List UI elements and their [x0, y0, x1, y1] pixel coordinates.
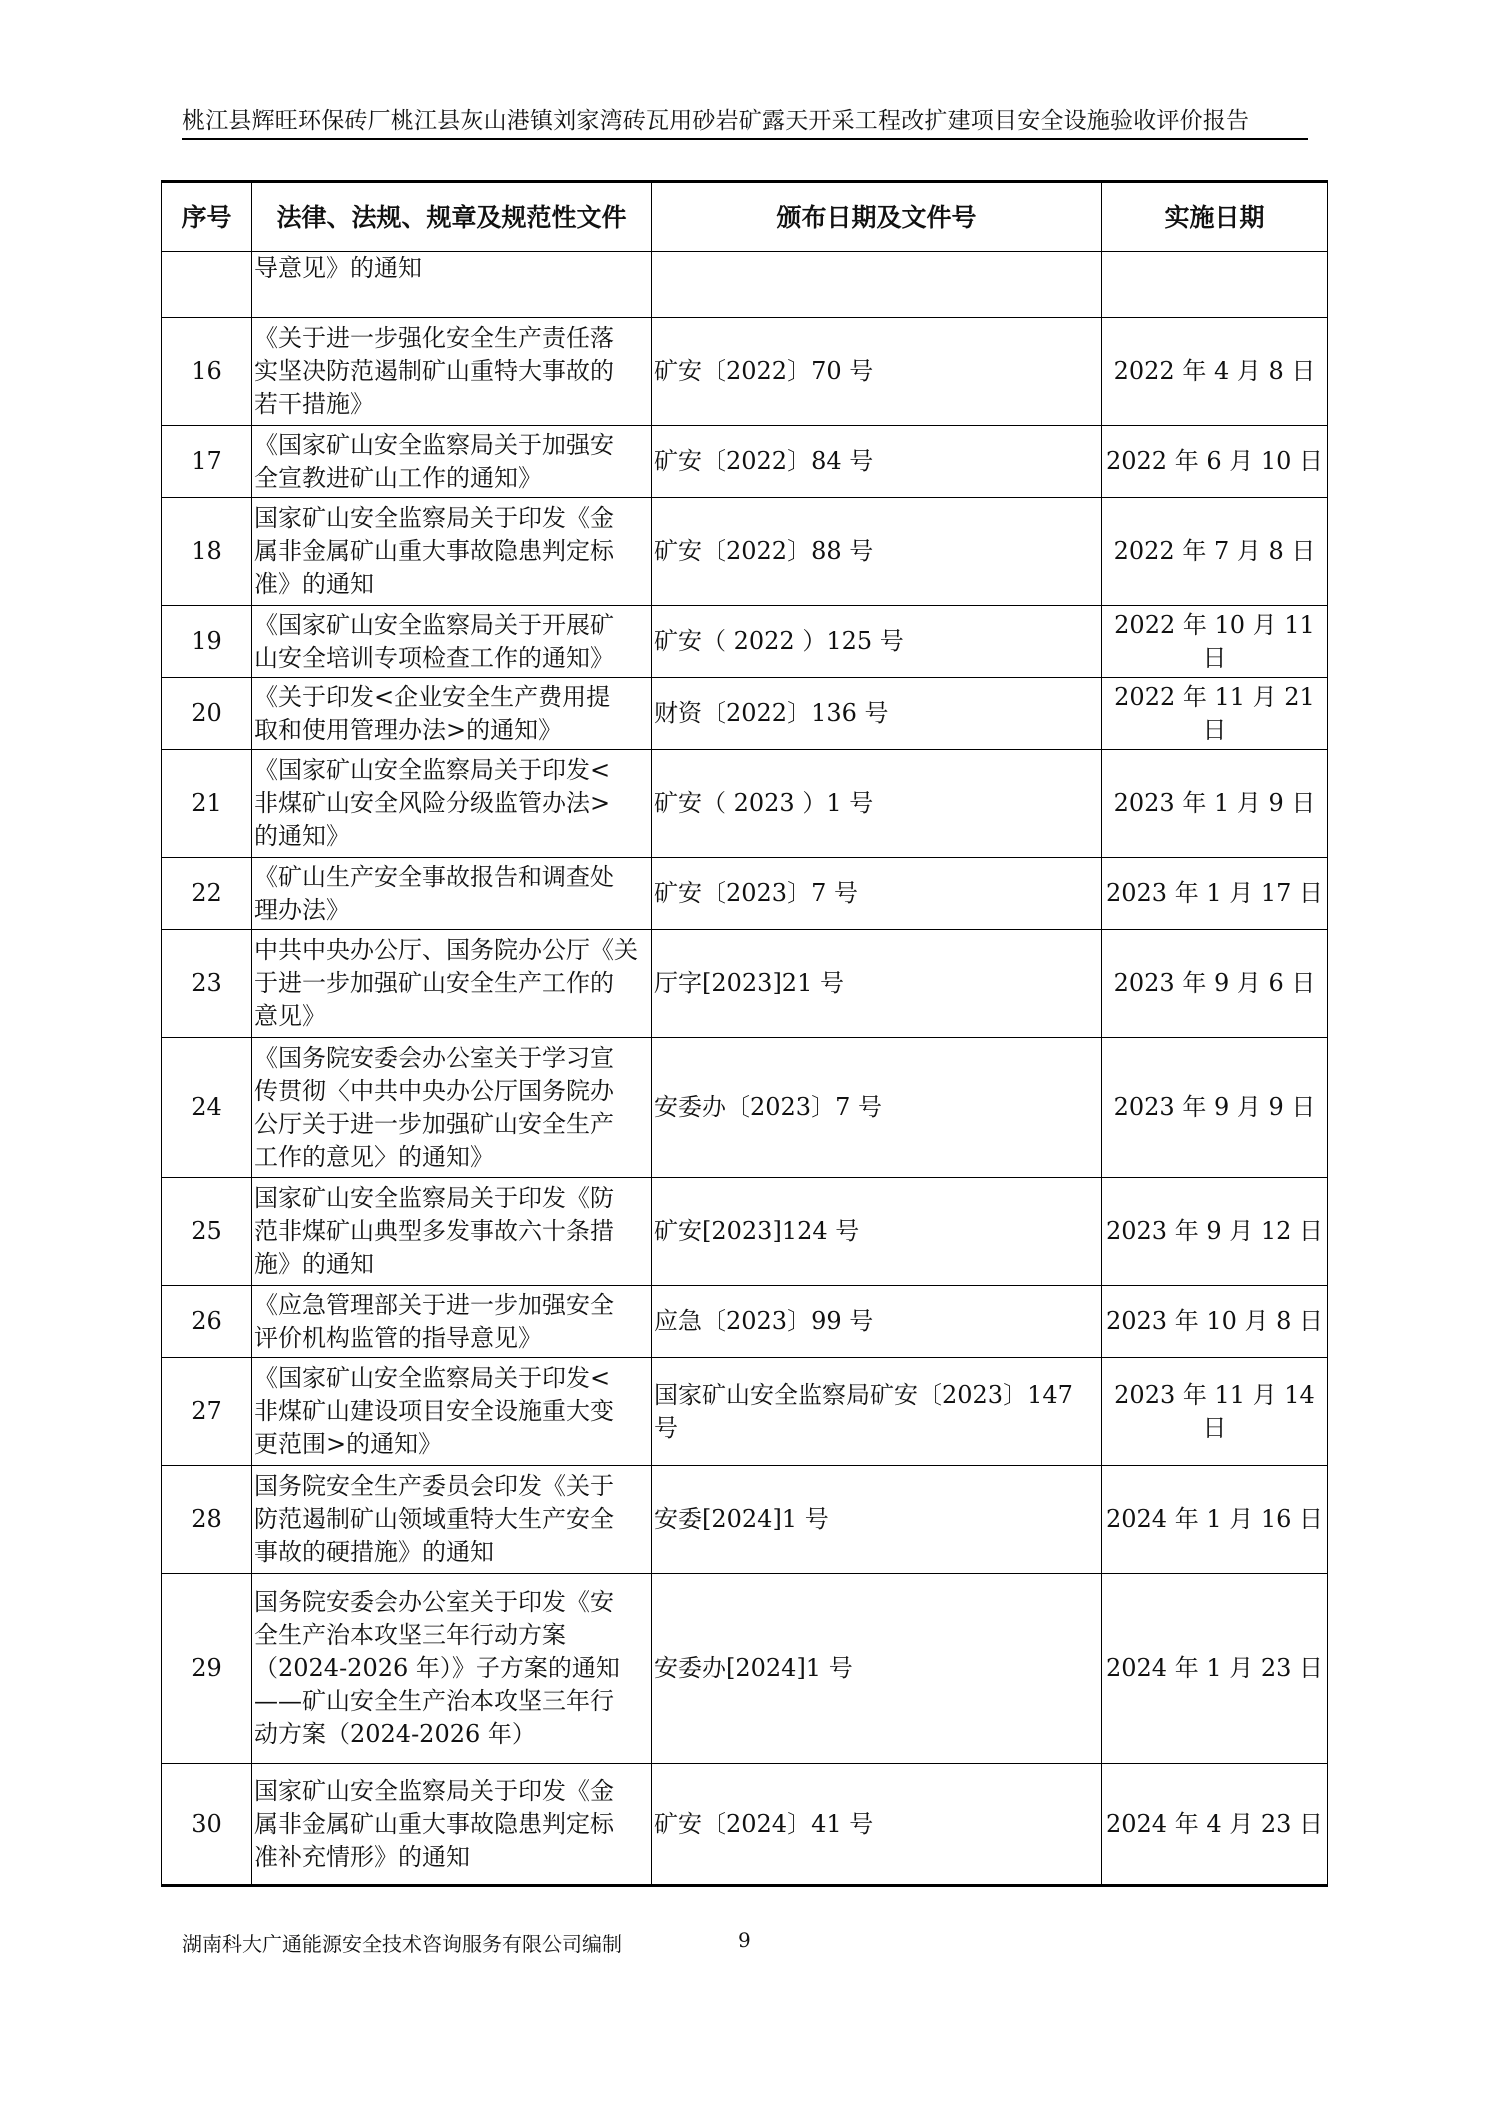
law-title-line: 工作的意见〉的通知》 [254, 1142, 494, 1171]
law-title-line: 《国家矿山安全监察局关于加强安 [254, 430, 614, 459]
document-number-cell: 矿安〔2022〕88 号 [652, 498, 1102, 606]
law-title-cell [252, 318, 652, 426]
table-row [162, 678, 1328, 750]
row-number-cell: 17 [162, 426, 252, 498]
row-number-cell: 19 [162, 606, 252, 678]
law-title-line: 准补充情形》的通知 [254, 1842, 470, 1871]
row-number-cell: 21 [162, 750, 252, 858]
effective-date-cell: 2023 年 11 月 14 日 [1102, 1358, 1328, 1466]
law-title-line: 国家矿山安全监察局关于印发《金 [254, 1776, 614, 1805]
row-number-cell: 22 [162, 858, 252, 930]
row-number-cell: 23 [162, 930, 252, 1038]
law-title-line: 《国家矿山安全监察局关于印发< [254, 1364, 611, 1392]
effective-date-cell: 2022 年 10 月 11 日 [1102, 606, 1328, 678]
law-title-line: 《矿山生产安全事故报告和调查处 [254, 862, 614, 891]
effective-date-cell: 2024 年 4 月 23 日 [1102, 1764, 1328, 1886]
law-title-cell [252, 1178, 652, 1286]
law-title-line: （2024-2026 年）》子方案的通知 [254, 1654, 620, 1682]
law-title-cell [252, 498, 652, 606]
effective-date-cell: 2022 年 6 月 10 日 [1102, 426, 1328, 498]
law-title-line: 事故的硬措施》的通知 [254, 1538, 494, 1566]
law-title-line: 理办法》 [254, 895, 350, 924]
document-number-cell: 应急〔2023〕99 号 [652, 1286, 1102, 1358]
law-title-line: 意见》 [254, 1002, 326, 1030]
table-header-row [162, 182, 1328, 252]
law-title-line: 范非煤矿山典型多发事故六十条措 [254, 1217, 614, 1245]
document-number-cell: 安委办〔2023〕7 号 [652, 1038, 1102, 1178]
law-title-cell [252, 1574, 652, 1764]
law-title-cell [252, 750, 652, 858]
table-row [162, 426, 1328, 498]
law-title-line: 《应急管理部关于进一步加强安全 [254, 1290, 614, 1319]
table-row [162, 318, 1328, 426]
law-title-line: 取和使用管理办法>的通知》 [254, 715, 563, 744]
law-title-line: 山安全培训专项检查工作的通知》 [254, 643, 614, 672]
effective-date-cell: 2022 年 4 月 8 日 [1102, 318, 1328, 426]
effective-date-cell: 2023 年 1 月 9 日 [1102, 750, 1328, 858]
effective-date-cell: 2024 年 1 月 16 日 [1102, 1466, 1328, 1574]
law-title-line: 国家矿山安全监察局关于印发《金 [254, 504, 614, 532]
column-header-doc-number: 颁布日期及文件号 [652, 182, 1102, 252]
law-title-line: 导意见》的通知 [254, 254, 422, 282]
law-title-line: 属非金属矿山重大事故隐患判定标 [254, 537, 614, 565]
law-title-cell [252, 252, 652, 318]
table-row [162, 1038, 1328, 1178]
law-title-cell [252, 1358, 652, 1466]
row-number-cell: 26 [162, 1286, 252, 1358]
document-number-cell: 财资〔2022〕136 号 [652, 678, 1102, 750]
law-title-line: 非煤矿山建设项目安全设施重大变 [254, 1397, 614, 1425]
law-title-line: ——矿山安全生产治本攻坚三年行 [254, 1687, 614, 1715]
table-row [162, 930, 1328, 1038]
table-row [162, 1358, 1328, 1466]
page-number: 9 [738, 1928, 751, 1952]
table-row [162, 1466, 1328, 1574]
table-row [162, 1178, 1328, 1286]
table-body [162, 252, 1328, 1886]
effective-date-cell: 2024 年 1 月 23 日 [1102, 1574, 1328, 1764]
law-title-cell [252, 1466, 652, 1574]
law-title-line: 的通知》 [254, 822, 350, 850]
table-row [162, 1286, 1328, 1358]
row-number-cell: 29 [162, 1574, 252, 1764]
law-title-line: 全生产治本攻坚三年行动方案 [254, 1621, 566, 1649]
row-number-cell [162, 252, 252, 318]
document-number-cell: 矿安〔2023〕7 号 [652, 858, 1102, 930]
document-number-cell: 矿安（ 2022 ）125 号 [652, 606, 1102, 678]
table-row [162, 606, 1328, 678]
law-title-cell [252, 930, 652, 1038]
law-title-line: 于进一步加强矿山安全生产工作的 [254, 969, 614, 997]
row-number-cell: 20 [162, 678, 252, 750]
row-number-cell: 24 [162, 1038, 252, 1178]
law-title-line: 准》的通知 [254, 570, 374, 598]
law-title-line: 防范遏制矿山领域重特大生产安全 [254, 1505, 614, 1533]
document-number-cell: 矿安（ 2023 ）1 号 [652, 750, 1102, 858]
table-row [162, 750, 1328, 858]
law-title-cell [252, 678, 652, 750]
table-row [162, 498, 1328, 606]
row-number-cell: 18 [162, 498, 252, 606]
law-title-line: 若干措施》 [254, 390, 374, 418]
regulations-table [161, 180, 1328, 1887]
header-divider [182, 138, 1308, 140]
law-title-line: 《国务院安委会办公室关于学习宣 [254, 1043, 614, 1072]
table-row [162, 858, 1328, 930]
law-title-line: 全宣教进矿山工作的通知》 [254, 463, 542, 492]
law-title-cell [252, 606, 652, 678]
document-number-cell: 安委[2024]1 号 [652, 1466, 1102, 1574]
document-number-cell: 矿安〔2024〕41 号 [652, 1764, 1102, 1886]
effective-date-cell [1102, 252, 1328, 318]
effective-date-cell: 2023 年 10 月 8 日 [1102, 1286, 1328, 1358]
law-title-line: 传贯彻〈中共中央办公厅国务院办 [254, 1076, 614, 1105]
table-row [162, 252, 1328, 318]
document-number-cell: 矿安〔2022〕84 号 [652, 426, 1102, 498]
effective-date-cell: 2023 年 9 月 9 日 [1102, 1038, 1328, 1178]
law-title-line: 非煤矿山安全风险分级监管办法> [254, 789, 611, 817]
column-header-law: 法律、法规、规章及规范性文件 [252, 182, 652, 252]
table-row [162, 1764, 1328, 1886]
row-number-cell: 16 [162, 318, 252, 426]
law-title-line: 《国家矿山安全监察局关于开展矿 [254, 610, 614, 639]
law-title-cell [252, 858, 652, 930]
column-header-number: 序号 [162, 182, 252, 252]
document-number-cell: 厅字[2023]21 号 [652, 930, 1102, 1038]
row-number-cell: 25 [162, 1178, 252, 1286]
law-title-cell [252, 1764, 652, 1886]
page-header-title: 桃江县辉旺环保砖厂桃江县灰山港镇刘家湾砖瓦用砂岩矿露天开采工程改扩建项目安全设施验收评价报告 [182, 108, 1250, 134]
document-number-cell: 国家矿山安全监察局矿安〔2023〕147 号 [652, 1358, 1102, 1466]
law-title-line: 国务院安全生产委员会印发《关于 [254, 1472, 614, 1500]
column-header-effective-date: 实施日期 [1102, 182, 1328, 252]
row-number-cell: 27 [162, 1358, 252, 1466]
law-title-line: 国家矿山安全监察局关于印发《防 [254, 1184, 614, 1212]
law-title-line: 国务院安委会办公室关于印发《安 [254, 1588, 614, 1616]
law-title-line: 《国家矿山安全监察局关于印发< [254, 756, 611, 784]
law-title-line: 《关于进一步强化安全生产责任落 [254, 324, 614, 352]
effective-date-cell: 2023 年 9 月 12 日 [1102, 1178, 1328, 1286]
law-title-line: 动方案（2024-2026 年） [254, 1720, 536, 1748]
law-title-line: 实坚决防范遏制矿山重特大事故的 [254, 357, 614, 385]
document-number-cell: 安委办[2024]1 号 [652, 1574, 1102, 1764]
law-title-cell [252, 426, 652, 498]
law-title-line: 施》的通知 [254, 1250, 374, 1278]
document-number-cell: 矿安[2023]124 号 [652, 1178, 1102, 1286]
effective-date-cell: 2022 年 11 月 21 日 [1102, 678, 1328, 750]
footer-organization: 湖南科大广通能源安全技术咨询服务有限公司编制 [182, 1932, 622, 1956]
law-title-line: 属非金属矿山重大事故隐患判定标 [254, 1809, 614, 1838]
effective-date-cell: 2023 年 1 月 17 日 [1102, 858, 1328, 930]
table-row [162, 1574, 1328, 1764]
law-title-line: 公厅关于进一步加强矿山安全生产 [254, 1109, 614, 1138]
effective-date-cell: 2023 年 9 月 6 日 [1102, 930, 1328, 1038]
document-number-cell: 矿安〔2022〕70 号 [652, 318, 1102, 426]
law-title-cell [252, 1038, 652, 1178]
law-title-line: 更范围>的通知》 [254, 1430, 443, 1458]
law-title-cell [252, 1286, 652, 1358]
law-title-line: 中共中央办公厅、国务院办公厅《关 [254, 936, 638, 964]
row-number-cell: 28 [162, 1466, 252, 1574]
effective-date-cell: 2022 年 7 月 8 日 [1102, 498, 1328, 606]
law-title-line: 评价机构监管的指导意见》 [254, 1323, 542, 1352]
law-title-line: 《关于印发<企业安全生产费用提 [254, 682, 611, 711]
document-number-cell [652, 252, 1102, 318]
row-number-cell: 30 [162, 1764, 252, 1886]
